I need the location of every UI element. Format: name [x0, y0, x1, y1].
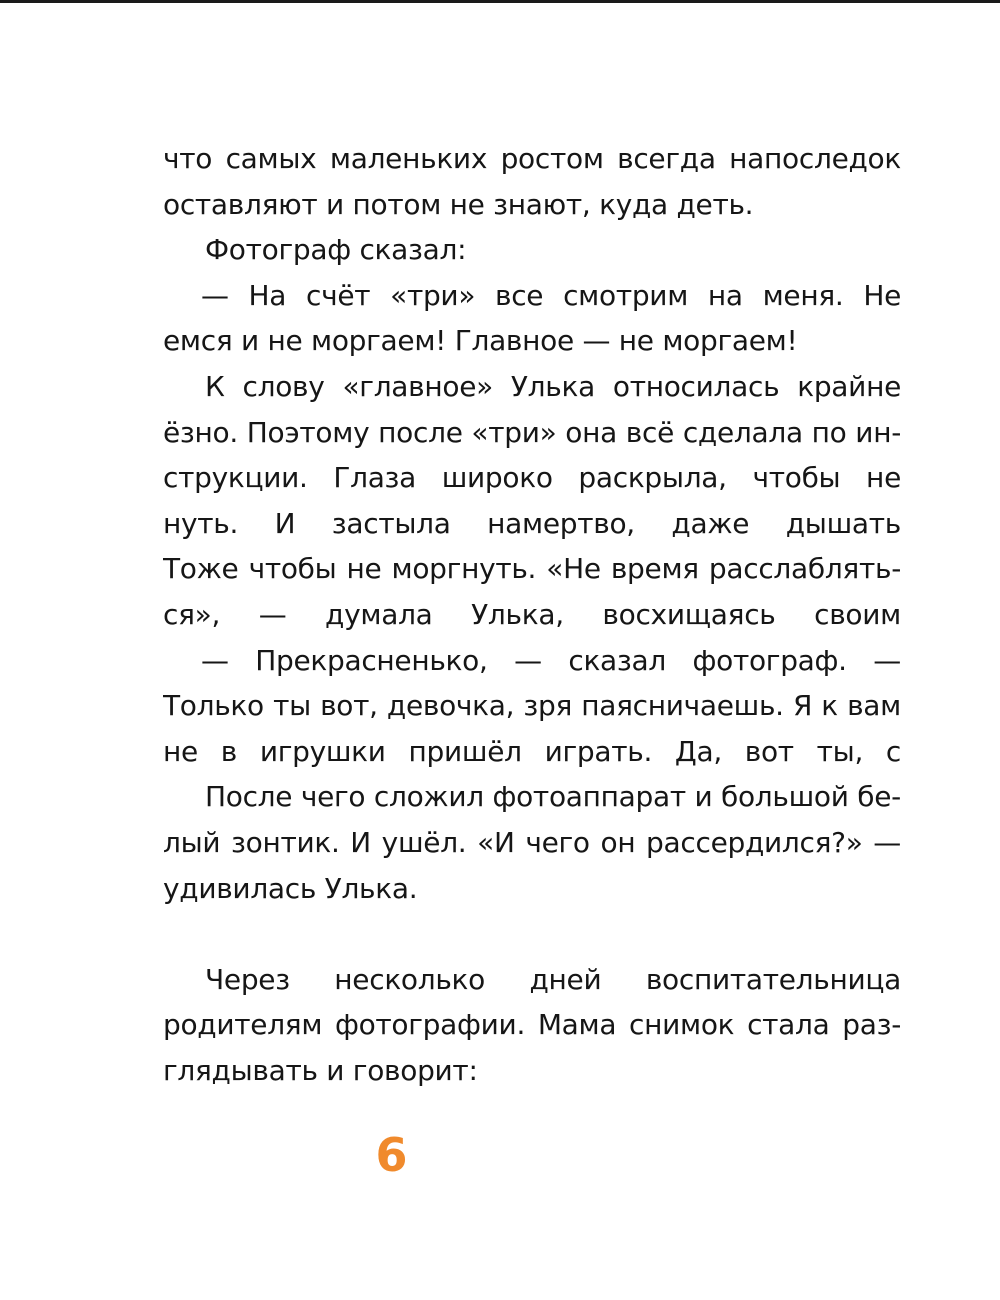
text-line: — Прекрасненько, — сказал фотограф. —: [201, 643, 901, 677]
text-line: Фотограф сказал:: [205, 233, 467, 267]
text-line: нуть. И застыла намертво, даже дышать: [163, 506, 901, 540]
text-line: Через несколько дней воспитательница: [205, 962, 901, 996]
text-line: что самых маленьких ростом всегда напоследок: [163, 142, 901, 175]
body-text: [163, 136, 901, 1093]
text-line: емся и не моргаем! Главное — не моргаем!: [163, 324, 798, 358]
text-line: Тоже чтобы не моргнуть. «Не время расслаблять-: [163, 552, 901, 586]
text-line: ся», — думала Улька, восхищаясь своим: [163, 597, 901, 631]
text-line: глядывать и говорит:: [163, 1053, 478, 1087]
text-line: — На счёт «три» все смотрим на меня. Не: [201, 278, 901, 312]
text-line: ёзно. Поэтому после «три» она всё сделала по ин-: [163, 415, 901, 449]
text-line: оставляют и потом не знают, куда деть.: [163, 187, 754, 221]
text-line: удивилась Улька.: [163, 871, 418, 905]
text-line: родителям фотографии. Мама снимок стала раз-: [163, 1008, 901, 1042]
top-border: [0, 0, 1000, 3]
page-number: 6: [375, 1128, 409, 1182]
paragraph-gap: [163, 911, 901, 957]
text-line: К слову «главное» Улька относилась крайне: [205, 369, 901, 403]
text-line: Только ты вот, девочка, зря паясничаешь. Я к вам: [163, 689, 901, 723]
text-line: струкции. Глаза широко раскрыла, чтобы не: [163, 461, 901, 495]
text-line: не в игрушки пришёл играть. Да, вот ты, с: [163, 734, 901, 768]
text-line: После чего сложил фотоаппарат и большой бе-: [205, 780, 901, 814]
text-line: лый зонтик. И ушёл. «И чего он рассердился?» —: [163, 825, 901, 859]
